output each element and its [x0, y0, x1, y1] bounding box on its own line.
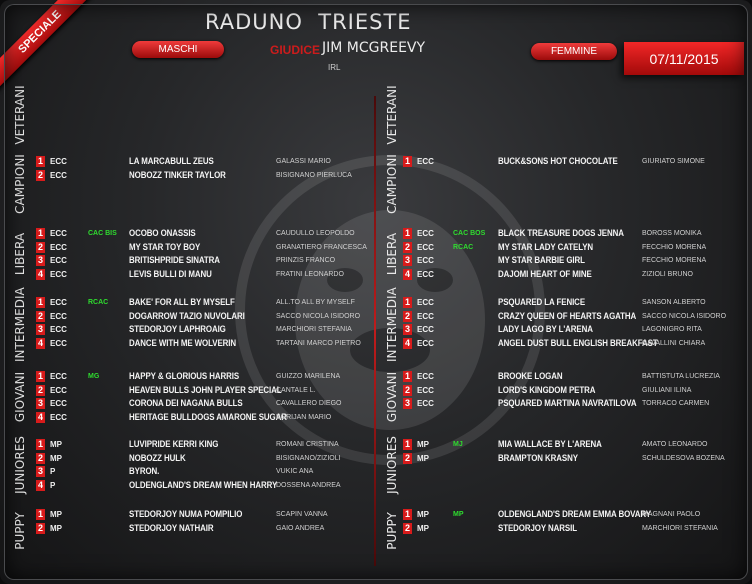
owner-name: GRANATIERO FRANCESCA	[276, 243, 367, 251]
owner-name: LAGONIGRO RITA	[642, 326, 702, 334]
category-label-campioni-males: CAMPIONI	[13, 154, 27, 214]
placement-rank: 2	[37, 241, 43, 252]
dog-name: MY STAR LADY CATELYN	[498, 241, 594, 252]
column-divider	[374, 96, 376, 566]
placement-rank: 1	[37, 297, 43, 307]
dog-name: MY STAR TOY BOY	[129, 241, 201, 252]
placement-rank: 4	[404, 337, 410, 348]
result-row	[403, 439, 738, 452]
placement-rank: 1	[37, 156, 43, 166]
category-label-campioni-females: CAMPIONI	[385, 154, 399, 214]
dog-name: DANCE WITH ME WOLVERIN	[129, 337, 237, 348]
award-badge: CAC BOS	[453, 230, 486, 237]
dog-name: HAPPY & GLORIOUS HARRIS	[129, 371, 240, 381]
event-date: 07/11/2015	[624, 42, 744, 75]
result-row	[403, 242, 738, 255]
dog-name: LA MARCABULL ZEUS	[129, 156, 214, 166]
result-row	[36, 480, 371, 493]
result-row	[403, 453, 738, 466]
qualification: ECC	[50, 338, 67, 348]
owner-name: KORIJAN MARIO	[276, 413, 332, 421]
category-label-veterani-females: VETERANI	[385, 85, 399, 145]
dog-name: BUCK&SONS HOT CHOCOLATE	[498, 156, 618, 166]
placement-rank: 1	[37, 439, 43, 449]
result-row	[403, 523, 738, 536]
qualification: ECC	[417, 298, 434, 307]
result-row	[36, 297, 371, 310]
dog-name: DAJOMI HEART OF MINE	[498, 268, 592, 279]
owner-name: CANTALE L.	[276, 386, 316, 394]
dog-name: OLDENGLAND'S DREAM EMMA BOVARY	[498, 509, 651, 519]
owner-name: PRINZIS FRANCO	[276, 257, 336, 265]
placement-rank: 4	[37, 337, 43, 348]
qualification: ECC	[50, 256, 67, 266]
dog-name: HERITAGE BULLDOGS AMARONE SUGAR	[129, 411, 287, 422]
owner-name: BATTISTUTA LUCREZIA	[642, 373, 720, 380]
placement-rank: 2	[404, 384, 410, 395]
qualification: ECC	[417, 157, 434, 166]
dog-name: DOGARROW TAZIO NUVOLARI	[129, 310, 245, 321]
qualification: ECC	[50, 242, 67, 252]
owner-name: CAVALLERO DIEGO	[276, 400, 342, 408]
result-row	[403, 228, 738, 241]
dog-name: BROOKE LOGAN	[498, 371, 563, 381]
dog-name: STEDORJOY LAPHROAIG	[129, 324, 226, 335]
placement-rank: 3	[37, 398, 43, 409]
judge-label: GIUDICE	[270, 43, 321, 57]
owner-name: VUKIC ANA	[276, 468, 314, 476]
result-row	[403, 338, 738, 351]
category-label-juniores-females: JUNIORES	[385, 436, 399, 494]
qualification: ECC	[50, 412, 67, 422]
result-row	[403, 269, 738, 282]
result-row	[36, 156, 371, 169]
qualification: ECC	[417, 325, 434, 335]
result-row	[36, 466, 371, 479]
placement-rank: 1	[404, 509, 410, 519]
owner-name: TARTANI MARCO PIETRO	[276, 339, 361, 347]
placement-rank: 1	[404, 439, 410, 449]
placement-rank: 2	[404, 522, 410, 533]
owner-name: CAUDULLO LEOPOLDO	[276, 230, 355, 237]
category-label-juniores-males: JUNIORES	[13, 436, 27, 494]
qualification: ECC	[417, 229, 434, 238]
result-row	[36, 523, 371, 536]
placement-rank: 3	[404, 255, 410, 266]
dog-name: CRAZY QUEEN OF HEARTS AGATHA	[498, 310, 637, 321]
dog-name: LORD'S KINGDOM PETRA	[498, 384, 596, 395]
dog-name: STEDORJOY NUMA POMPILIO	[129, 509, 243, 519]
result-row	[403, 156, 738, 169]
placement-rank: 2	[404, 310, 410, 321]
result-row	[36, 453, 371, 466]
result-row	[403, 385, 738, 398]
award-badge: MJ	[453, 441, 463, 448]
placement-rank: 2	[37, 310, 43, 321]
award-badge: RCAC	[88, 299, 109, 306]
qualification: ECC	[50, 399, 67, 409]
dog-name: STEDORJOY NARSIL	[498, 522, 577, 533]
result-row	[36, 255, 371, 268]
dog-name: OCOBO ONASSIS	[129, 228, 196, 238]
result-row	[403, 311, 738, 324]
owner-name: GIULIANI ILINA	[642, 386, 692, 394]
category-label-libera-males: LIBERA	[13, 232, 27, 276]
qualification: ECC	[417, 399, 434, 409]
qualification: ECC	[417, 242, 434, 252]
placement-rank: 1	[37, 228, 43, 238]
qualification: ECC	[50, 311, 67, 321]
owner-name: FECCHIO MORENA	[642, 257, 707, 265]
owner-name: MARCHIORI STEFANIA	[276, 326, 352, 334]
dog-name: OLDENGLAND'S DREAM WHEN HARRY	[129, 479, 278, 490]
placement-rank: 1	[404, 228, 410, 238]
qualification: ECC	[417, 372, 434, 381]
result-row	[36, 324, 371, 337]
owner-name: MAGNANI PAOLO	[642, 511, 701, 518]
owner-name: SACCO NICOLA ISIDORO	[276, 312, 361, 320]
dog-name: LUVIPRIDE KERRI KING	[129, 439, 219, 449]
dog-name: ANGEL DUST BULL ENGLISH BREAKFAST	[498, 337, 658, 348]
dog-name: CORONA DEI NAGANA BULLS	[129, 398, 243, 409]
males-label: MASCHI	[132, 41, 224, 58]
placement-rank: 3	[37, 466, 43, 477]
qualification: MP	[417, 523, 429, 533]
category-label-puppy-females: PUPPY	[385, 512, 399, 550]
qualification: ECC	[50, 269, 67, 279]
category-label-intermedia-females: INTERMEDIA	[385, 287, 399, 362]
result-row	[403, 255, 738, 268]
qualification: ECC	[50, 157, 67, 166]
dog-name: MIA WALLACE BY L'ARENA	[498, 439, 602, 449]
result-row	[36, 338, 371, 351]
qualification: ECC	[417, 338, 434, 348]
owner-name: ROMANI CRISTINA	[276, 441, 339, 448]
qualification: ECC	[50, 298, 67, 307]
owner-name: GUIZZO MARILENA	[276, 373, 341, 380]
judge-country: IRL	[328, 63, 341, 72]
qualification: MP	[50, 510, 62, 519]
page-title: RADUNO TRIESTE	[205, 10, 412, 34]
placement-rank: 1	[37, 509, 43, 519]
category-label-veterani-males: VETERANI	[13, 85, 27, 145]
owner-name: TORRACO CARMEN	[642, 400, 710, 408]
dog-name: PSQUARED LA FENICE	[498, 297, 586, 307]
qualification: ECC	[50, 170, 67, 180]
placement-rank: 4	[404, 268, 410, 279]
category-label-puppy-males: PUPPY	[13, 512, 27, 550]
owner-name: FECCHIO MORENA	[642, 243, 707, 251]
result-row	[36, 385, 371, 398]
placement-rank: 2	[37, 169, 43, 180]
result-row	[36, 509, 371, 522]
award-badge: RCAC	[453, 243, 474, 251]
qualification: ECC	[417, 385, 434, 395]
judge-name: JIM MCGREEVY	[322, 40, 426, 56]
placement-rank: 4	[37, 411, 43, 422]
placement-rank: 4	[37, 268, 43, 279]
placement-rank: 3	[404, 324, 410, 335]
award-badge: CAC BIS	[88, 230, 117, 237]
owner-name: GIURIATO SIMONE	[642, 158, 705, 165]
qualification: ECC	[50, 229, 67, 238]
owner-name: BISIGNANO/ZIZIOLI	[276, 454, 341, 462]
dog-name: BLACK TREASURE DOGS JENNA	[498, 228, 624, 238]
result-row	[36, 311, 371, 324]
owner-name: GAIO ANDREA	[276, 524, 325, 532]
qualification: MP	[50, 523, 62, 533]
placement-rank: 2	[37, 384, 43, 395]
dog-name: BYRON.	[129, 466, 160, 477]
qualification: MP	[50, 440, 62, 449]
owner-name: SCAPIN VANNA	[276, 511, 328, 518]
owner-name: AMATO LEONARDO	[642, 441, 708, 448]
dog-name: BAKE' FOR ALL BY MYSELF	[129, 297, 235, 307]
dog-name: BRAMPTON KRASNY	[498, 452, 578, 463]
placement-rank: 2	[404, 452, 410, 463]
owner-name: DOSSENA ANDREA	[276, 481, 341, 489]
result-row	[36, 398, 371, 411]
placement-rank: 1	[404, 156, 410, 166]
dog-name: STEDORJOY NATHAIR	[129, 522, 214, 533]
placement-rank: 1	[404, 297, 410, 307]
result-row	[403, 297, 738, 310]
owner-name: SANSON ALBERTO	[642, 299, 706, 306]
placement-rank: 1	[37, 371, 43, 381]
placement-rank: 2	[404, 241, 410, 252]
placement-rank: 3	[404, 398, 410, 409]
speciale-label: SPECIALE	[0, 0, 95, 95]
result-row	[403, 324, 738, 337]
owner-name: ALL.TO ALL BY MYSELF	[276, 299, 355, 306]
qualification: MP	[417, 440, 429, 449]
result-row	[36, 412, 371, 425]
award-badge: MG	[88, 373, 100, 380]
dog-name: LADY LAGO BY L'ARENA	[498, 324, 593, 335]
owner-name: BOROSS MONIKA	[642, 230, 702, 237]
result-row	[36, 269, 371, 282]
category-label-giovani-females: GIOVANI	[385, 371, 399, 423]
qualification: ECC	[417, 256, 434, 266]
qualification: MP	[50, 453, 62, 463]
qualification: MP	[417, 453, 429, 463]
dog-name: BRITISHPRIDE SINATRA	[129, 255, 220, 266]
dog-name: NOBOZZ TINKER TAYLOR	[129, 169, 226, 180]
owner-name: SACCO NICOLA ISIDORO	[642, 312, 727, 320]
category-label-intermedia-males: INTERMEDIA	[13, 287, 27, 362]
qualification: ECC	[417, 269, 434, 279]
owner-name: CAVALLINI CHIARA	[642, 339, 706, 347]
placement-rank: 3	[37, 255, 43, 266]
owner-name: FRATINI LEONARDO	[276, 270, 344, 278]
qualification: ECC	[50, 385, 67, 395]
result-row	[403, 509, 738, 522]
result-row	[36, 371, 371, 384]
dog-name: NOBOZZ HULK	[129, 452, 186, 463]
qualification: P	[50, 467, 56, 477]
dog-name: MY STAR BARBIE GIRL	[498, 255, 585, 266]
result-row	[36, 439, 371, 452]
qualification: ECC	[50, 325, 67, 335]
dog-name: PSQUARED MARTINA NAVRATILOVA	[498, 398, 637, 409]
category-label-giovani-males: GIOVANI	[13, 371, 27, 423]
owner-name: SCHULDESOVA BOZENA	[642, 454, 725, 462]
award-badge: MP	[453, 511, 464, 518]
owner-name: BISIGNANO PIERLUCA	[276, 171, 352, 179]
dog-name: LEVIS BULLI DI MANU	[129, 268, 212, 279]
result-row	[403, 398, 738, 411]
qualification: ECC	[50, 372, 67, 381]
owner-name: MARCHIORI STEFANIA	[642, 524, 718, 532]
dog-name: HEAVEN BULLS JOHN PLAYER SPECIAL	[129, 384, 282, 395]
placement-rank: 3	[37, 324, 43, 335]
qualification: ECC	[417, 311, 434, 321]
placement-rank: 2	[37, 522, 43, 533]
owner-name: ZIZIOLI BRUNO	[642, 270, 693, 278]
category-label-libera-females: LIBERA	[385, 232, 399, 276]
placement-rank: 1	[404, 371, 410, 381]
result-row	[36, 242, 371, 255]
owner-name: GALASSI MARIO	[276, 158, 331, 165]
placement-rank: 4	[37, 479, 43, 490]
result-row	[36, 228, 371, 241]
result-row	[403, 371, 738, 384]
qualification: MP	[417, 510, 429, 519]
placement-rank: 2	[37, 452, 43, 463]
females-label: FEMMINE	[531, 43, 617, 60]
result-row	[36, 170, 371, 183]
qualification: P	[50, 480, 56, 490]
